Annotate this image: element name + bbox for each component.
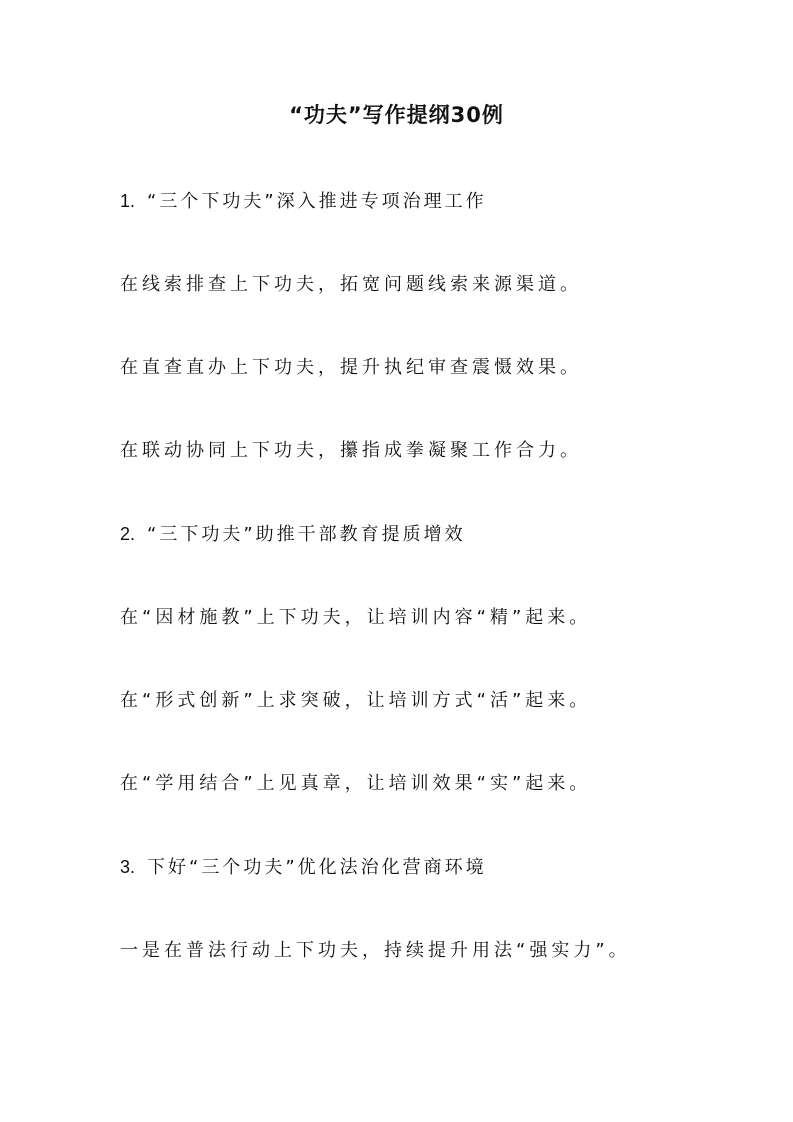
section-number: 3. xyxy=(120,857,136,877)
section-1-item-3: 在联动协同上下功夫，攥指成拳凝聚工作合力。 xyxy=(120,440,582,461)
section-2-item-2: 在“形式创新”上求突破，让培训方式“活”起来。 xyxy=(120,690,592,711)
document-title: “功夫”写作提纲30例 xyxy=(289,103,504,127)
section-heading-1 xyxy=(120,186,487,217)
section-number: 1. xyxy=(120,191,136,211)
section-1-item-2: 在直查直办上下功夫，提升执纪审查震慑效果。 xyxy=(120,357,582,378)
section-2-item-3: 在“学用结合”上见真章，让培训效果“实”起来。 xyxy=(120,773,592,794)
section-3-item-1: 一是在普法行动上下功夫，持续提升用法“强实力”。 xyxy=(120,940,631,961)
section-2-item-1: 在“因材施教”上下功夫，让培训内容“精”起来。 xyxy=(120,607,592,628)
section-1-item-1: 在线索排查上下功夫，拓宽问题线索来源渠道。 xyxy=(120,274,582,295)
section-heading-3 xyxy=(120,852,487,883)
section-heading-text: 下好“三个功夫”优化法治化营商环境 xyxy=(147,857,487,878)
section-number: 2. xyxy=(120,524,136,544)
section-heading-text: “三个下功夫”深入推进专项治理工作 xyxy=(147,191,487,212)
section-heading-text: “三下功夫”助推干部教育提质增效 xyxy=(147,524,466,545)
section-heading-2 xyxy=(120,519,466,550)
